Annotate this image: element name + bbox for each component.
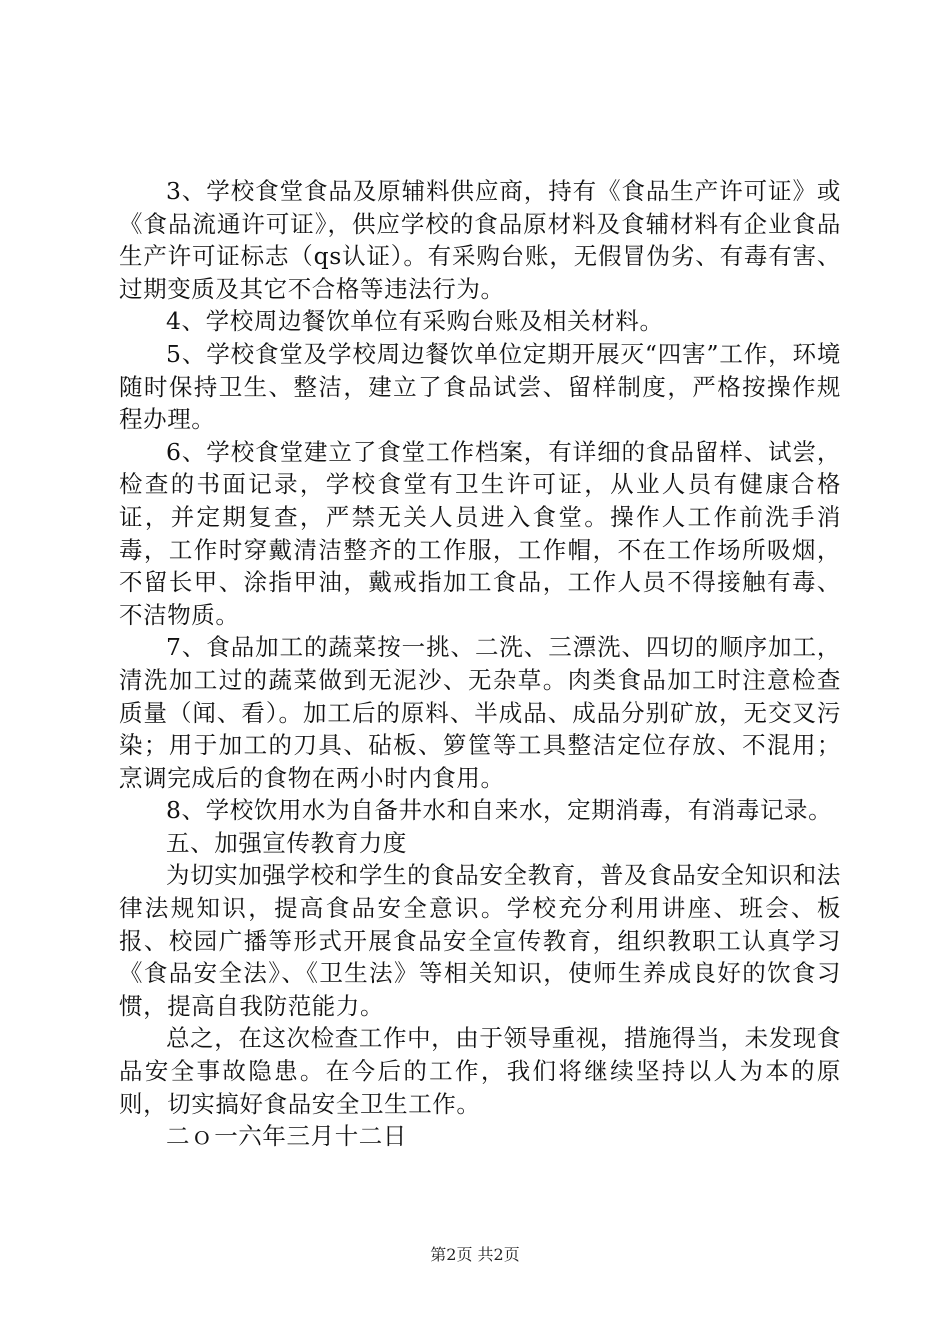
paragraph-item-7: 7、食品加工的蔬菜按一挑、二洗、三漂洗、四切的顺序加工，清洗加工过的蔬菜做到无泥沙、无杂草。肉类食品加工时注意检查质量（闻、看）。加工后的原料、半成品、成品分别矿放，无交叉污染；用于加工的刀具、砧板、箩筐等工具整洁定位存放、不混用；烹调完成后的食物在两小时内食用。 (119, 633, 841, 792)
page-number-footer: 第2页 共2页 (430, 1245, 520, 1264)
paragraph-item-4: 4、学校周边餐饮单位有采购台账及相关材料。 (166, 307, 664, 336)
paragraph-item-3: 3、学校食堂食品及原辅料供应商，持有《食品生产许可证》或《食品流通许可证》，供应学校的食品原材料及食辅材料有企业食品生产许可证标志（qs认证）。有采购台账，无假冒伪劣、有毒有害、过期变质及其它不合格等违法行为。 (119, 177, 841, 303)
paragraph-item-8: 8、学校饮用水为自备井水和自来水，定期消毒，有消毒记录。 (166, 796, 833, 825)
document-body (119, 175, 841, 1153)
section-heading: 五、加强宣传教育力度 (166, 828, 407, 857)
document-date: 二ｏ一六年三月十二日 (166, 1122, 407, 1151)
paragraph-item-5: 5、学校食堂及学校周边餐饮单位定期开展灭“四害”工作，环境随时保持卫生、整洁，建立了食品试尝、留样制度，严格按操作规程办理。 (119, 339, 841, 434)
paragraph-conclusion: 总之，在这次检查工作中，由于领导重视，措施得当，未发现食品安全事故隐患。在今后的工作，我们将继续坚持以人为本的原则，切实搞好食品安全卫生工作。 (119, 1024, 841, 1118)
paragraph-education: 为切实加强学校和学生的食品安全教育，普及食品安全知识和法律法规知识，提高食品安全意识。学校充分利用讲座、班会、板报、校园广播等形式开展食品安全宣传教育，组织教职工认真学习《食品安全法》、《卫生法》等相关知识，使师生养成良好的饮食习惯，提高自我防范能力。 (119, 861, 841, 1020)
paragraph-item-6: 6、学校食堂建立了食堂工作档案，有详细的食品留样、试尝，检查的书面记录，学校食堂有卫生许可证，从业人员有健康合格证，并定期复查，严禁无关人员进入食堂。操作人工作前洗手消毒，工作时穿戴清洁整齐的工作服，工作帽，不在工作场所吸烟，不留长甲、涂指甲油，戴戒指加工食品，工作人员不得接触有毒、不洁物质。 (119, 437, 841, 629)
